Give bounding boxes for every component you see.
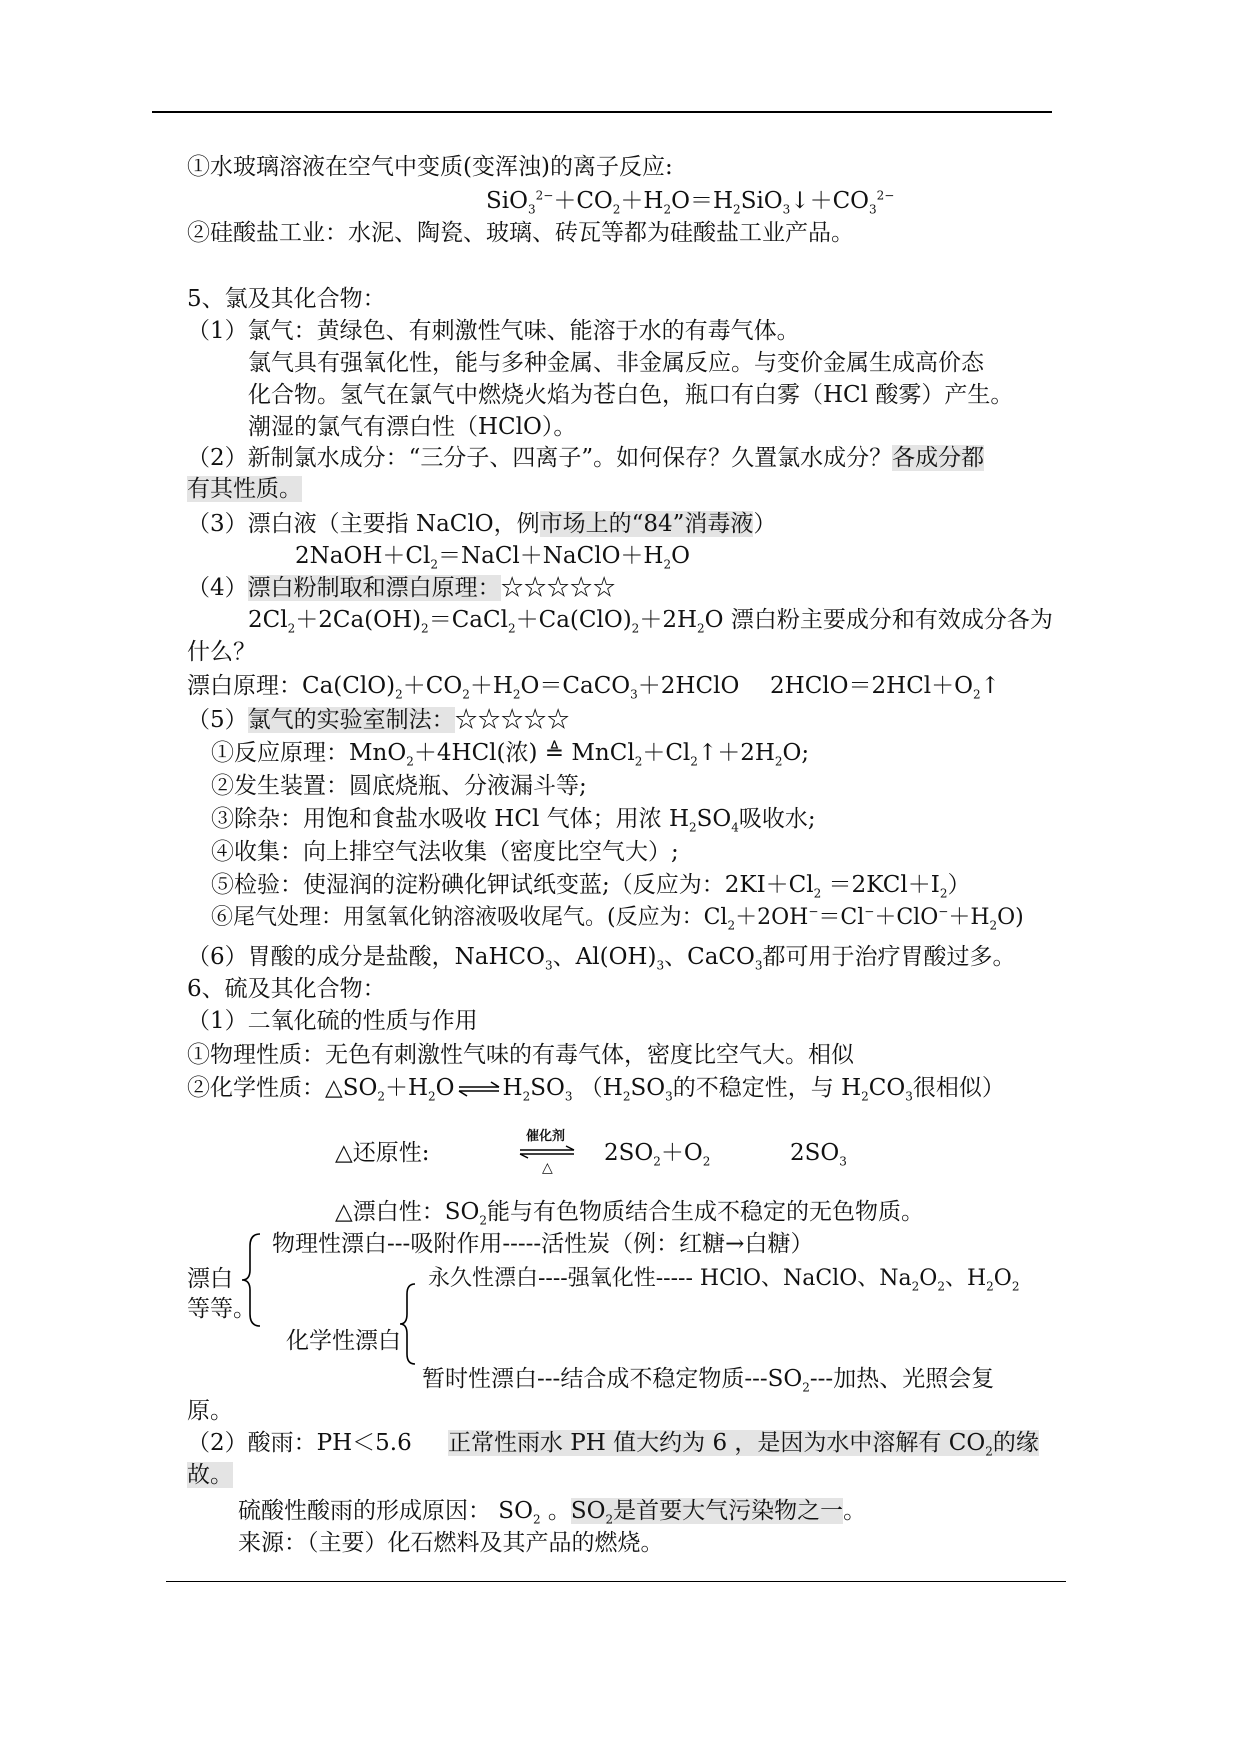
chlorine-item-5: （5）氯气的实验室制法：☆☆☆☆☆	[187, 707, 570, 733]
acid-rain-item: （2）酸雨：PH＜5.6	[187, 1430, 412, 1456]
catalyst-arrow	[518, 1130, 578, 1180]
chlorine-item-2-cont: 有其性质。	[187, 476, 302, 502]
chlorine-item-4-tail: 什么？	[187, 639, 256, 665]
acid-rain-normal: 正常性雨水 PH 值大约为 6 ，是因为水中溶解有 $CO_2$的缘	[448, 1430, 1039, 1459]
lab-prep-2: ②发生装置：圆底烧瓶、分液漏斗等;	[211, 773, 587, 799]
silicate-equation: $SiO_3^{2-}+CO_2+H_2O=H_2SiO_3↓+CO_3^{2-}$	[486, 188, 895, 217]
reversible-arrow-icon	[457, 1081, 501, 1097]
silicate-line-1: ①水玻璃溶液在空气中变质(变浑浊)的离子反应:	[187, 154, 673, 180]
so2-reducing-reactants: $2SO_2+O_2$	[604, 1140, 711, 1169]
acid-rain-source: 来源：（主要）化石燃料及其产品的燃烧。	[238, 1530, 664, 1556]
chlorine-item-3-eq: $2NaOH+Cl_2=NaCl+NaClO+H_2O$	[295, 543, 690, 572]
chlorine-item-4-eq: $2Cl_2+2Ca(OH)_2=CaCl_2+Ca(ClO)_2+2H_2O$ 漂白粉主要成分和有效成分各为	[248, 607, 1053, 636]
left-brace-icon	[238, 1232, 264, 1328]
acid-rain-normal-cont: 故。	[187, 1462, 233, 1488]
so2-bleaching: △漂白性：$SO_2$能与有色物质结合生成不稳定的无色物质。	[335, 1199, 924, 1228]
chlorine-item-1b: 化合物。氢气在氯气中燃烧火焰为苍白色，瓶口有白雾（HCl 酸雾）产生。	[248, 382, 1014, 408]
hclo-decomposition: $2HClO=2HCl+O_2↑$	[770, 673, 1000, 702]
sulfur-item-1: （1）二氧化硫的性质与作用	[187, 1008, 478, 1034]
bleach-principle: 漂白原理：$Ca(ClO)_2+CO_2+H_2O=CaCO_3+2HClO$	[187, 673, 740, 702]
so2-reducing-label: △还原性:	[335, 1140, 430, 1166]
chlorine-item-1c: 潮湿的氯气有漂白性（HClO）。	[248, 414, 577, 440]
lab-prep-4: ④收集：向上排空气法收集（密度比空气大）;	[211, 839, 679, 865]
bleach-left-label-2: 等等。	[187, 1296, 256, 1322]
equilibrium-arrow-icon	[518, 1145, 578, 1159]
so2-physical: ①物理性质：无色有刺激性气味的有毒气体，密度比空气大。相似	[187, 1042, 854, 1068]
acid-rain-cause: 硫酸性酸雨的形成原因： $SO_2$ 。$SO_2$是首要大气污染物之一。	[238, 1498, 867, 1527]
lab-prep-5: ⑤检验：使湿润的淀粉碘化钾试纸变蓝;（反应为：$2KI+Cl_2 =2KCl+I_2$）	[211, 872, 971, 901]
silicate-line-2: ②硅酸盐工业：水泥、陶瓷、玻璃、砖瓦等都为硅酸盐工业产品。	[187, 220, 854, 246]
so2-reducing-product: $2SO_3$	[790, 1140, 847, 1169]
section-6-heading: 6、硫及其化合物：	[187, 976, 386, 1002]
chlorine-item-1: （1）氯气：黄绿色、有刺激性气味、能溶于水的有毒气体。	[187, 318, 800, 344]
bleach-permanent: 永久性漂白----强氧化性----- HClO、NaClO、$Na_2O_2$、$H_2O_2$	[428, 1266, 1020, 1294]
chlorine-item-6: （6）胃酸的成分是盐酸，NaHCO$_3$、$Al(OH)_3$、CaCO$_3$都可用于治疗胃酸过多。	[187, 944, 1016, 973]
bleach-physical: 物理性漂白---吸附作用-----活性炭（例：红糖→白糖）	[272, 1231, 814, 1257]
lab-prep-1: ①反应原理：MnO$_2$＋4HCl(浓) ≜ $MnCl_2+Cl_2↑+2H_2O$;	[211, 740, 810, 769]
chlorine-item-3: （3）漂白液（主要指 NaClO，例市场上的“84”消毒液）	[187, 511, 777, 537]
chlorine-item-1a: 氯气具有强氧化性，能与多种金属、非金属反应。与变价金属生成高价态	[248, 350, 984, 376]
bleach-chemical: 化学性漂白	[286, 1328, 401, 1354]
section-5-heading: 5、氯及其化合物：	[187, 286, 386, 312]
bleach-temporary-cont: 原。	[187, 1398, 233, 1424]
header-rule	[152, 111, 1052, 113]
lab-prep-3: ③除杂：用饱和食盐水吸收 HCl 气体；用浓 $H_2SO_4$吸收水;	[211, 806, 816, 835]
bleach-temporary: 暂时性漂白---结合成不稳定物质$---SO_2---$加热、光照会复	[422, 1366, 995, 1395]
lab-prep-6: ⑥尾气处理：用氢氧化钠溶液吸收尾气。(反应为：$Cl_2+2OH^-=Cl^-+ClO^-+H_2O$)	[211, 904, 1024, 933]
catalyst-label: 催化剂	[526, 1129, 566, 1144]
bleach-left-label-1: 漂白	[187, 1266, 233, 1292]
chlorine-item-2: （2）新制氯水成分：“三分子、四离子”。如何保存？久置氯水成分？各成分都	[187, 445, 985, 471]
footer-rule	[166, 1581, 1066, 1582]
so2-chemical: ②化学性质：$\triangle SO_2+H_2O$ $H_2SO_3$ （$H_2SO_3$的不稳定性，与 $H_2CO_3$很相似）	[187, 1075, 1005, 1104]
chlorine-item-4: （4）漂白粉制取和漂白原理：☆☆☆☆☆	[187, 575, 616, 601]
heat-label: △	[542, 1160, 553, 1176]
